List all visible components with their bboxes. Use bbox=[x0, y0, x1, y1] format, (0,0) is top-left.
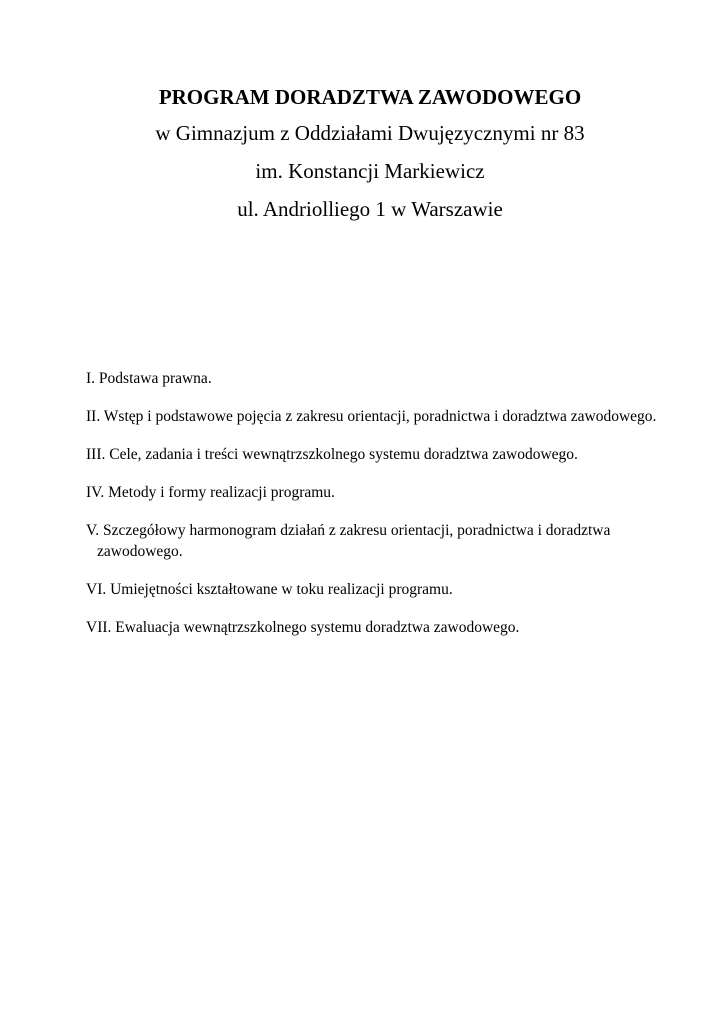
document-title: PROGRAM DORADZTWA ZAWODOWEGO bbox=[158, 85, 582, 109]
school-patron: im. Konstancji Markiewicz bbox=[255, 159, 485, 183]
school-address: ul. Andriolliego 1 w Warszawie bbox=[237, 197, 503, 221]
toc-item-4: IV. Metody i formy realizacji programu. bbox=[86, 484, 335, 501]
toc-item-6: VI. Umiejętności kształtowane w toku realizacji programu. bbox=[86, 581, 453, 598]
school-name: w Gimnazjum z Oddziałami Dwujęzycznymi nr 83 bbox=[155, 121, 585, 145]
document-header bbox=[0, 80, 725, 228]
toc-item-7: VII. Ewaluacja wewnątrzszkolnego systemu doradztwa zawodowego. bbox=[86, 619, 520, 636]
toc-item-2: II. Wstęp i podstawowe pojęcia z zakresu orientacji, poradnictwa i doradztwa zawodowego. bbox=[86, 408, 657, 425]
toc-item-1: I. Podstawa prawna. bbox=[86, 370, 212, 387]
toc-item-3: III. Cele, zadania i treści wewnątrzszkolnego systemu doradztwa zawodowego. bbox=[86, 446, 578, 463]
table-of-contents bbox=[86, 368, 686, 655]
toc-item-5: V. Szczegółowy harmonogram działań z zakresu orientacji, poradnictwa i doradztwa zawodowego. bbox=[86, 522, 611, 560]
